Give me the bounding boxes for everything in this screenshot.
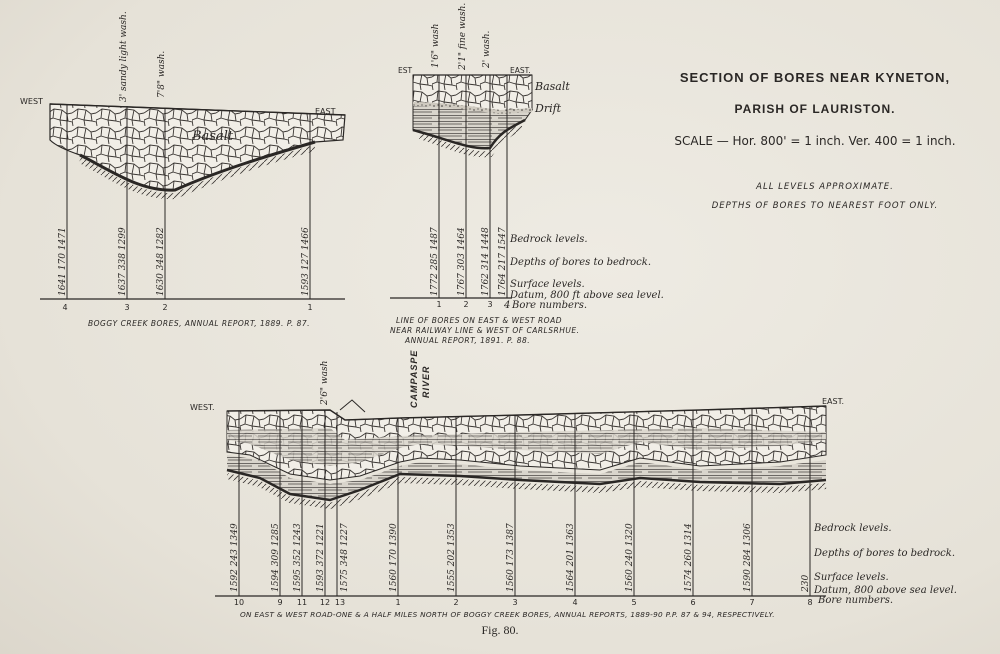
caption-b-2: NEAR RAILWAY LINE & WEST OF CARLSRHUE. — [390, 326, 580, 335]
wash-label-b1: 1'6" wash — [431, 23, 441, 68]
bore-data-c7: 1590 284 1306 — [743, 523, 753, 592]
basalt-label-a: Basalt — [192, 129, 234, 144]
bore-data-c11: 1595 352 1243 — [293, 523, 303, 592]
bore-data-c12: 1593 372 1221 — [316, 523, 326, 592]
wash-label-c: 2'6" wash — [320, 360, 330, 405]
wash-label-b3: 2' wash. — [482, 30, 492, 68]
legend-b-bedrock: Bedrock levels. — [510, 234, 588, 245]
bore-num-c6: 6 — [690, 598, 696, 607]
bore-num-c10: 10 — [233, 598, 245, 607]
bore-data-a4: 1641 170 1471 — [58, 227, 68, 296]
legend-c-depths: Depths of bores to bedrock. — [814, 548, 956, 559]
title-line-2: PARISH OF LAURISTON. — [734, 102, 896, 116]
caption-b-1: LINE OF BORES ON EAST & WEST ROAD — [396, 316, 562, 325]
bore-num-c11: 11 — [296, 598, 308, 607]
bore-data-c5: 1560 240 1320 — [625, 523, 635, 592]
bore-num-c13: 13 — [334, 598, 346, 607]
bore-data-a2: 1630 348 1282 — [156, 227, 166, 296]
section-b-carlsruhe — [390, 3, 664, 345]
bore-num-b4: 4 — [504, 300, 511, 311]
bore-data-c2: 1555 202 1353 — [447, 523, 457, 592]
title-block — [674, 70, 955, 211]
bore-data-c6: 1574 260 1314 — [684, 523, 694, 592]
wash-label-b2: 2'1" fine wash. — [458, 2, 468, 70]
note-levels: ALL LEVELS APPROXIMATE. — [756, 182, 894, 192]
bore-data-c3: 1560 173 1387 — [506, 523, 516, 592]
bore-data-b3: 1762 314 1448 — [481, 227, 491, 296]
river-label-2: RIVER — [421, 365, 431, 398]
east-label-a: EAST — [315, 107, 336, 116]
bore-num-a4: 4 — [62, 303, 68, 312]
bore-data-c8: 230 — [801, 574, 811, 592]
legend-b-surface: Surface levels. — [510, 279, 585, 290]
bore-num-b2: 2 — [463, 300, 469, 309]
bore-num-a3: 3 — [124, 303, 130, 312]
bore-num-c3: 3 — [512, 598, 518, 607]
section-c-road — [190, 350, 957, 619]
bore-numbers-c — [234, 598, 813, 607]
east-label-b: EAST. — [510, 66, 531, 75]
east-label-c: EAST. — [822, 397, 845, 406]
bore-data-b1: 1772 285 1487 — [430, 227, 440, 296]
bore-data-a3: 1637 338 1299 — [118, 227, 128, 296]
figure-label: Fig. 80. — [481, 623, 519, 637]
legend-c-datum: Datum, 800 above sea level. — [814, 585, 957, 596]
bore-data-c1: 1560 170 1390 — [389, 523, 399, 592]
legend-c-bore-numbers: Bore numbers. — [818, 595, 894, 606]
bore-num-c12: 12 — [319, 598, 331, 607]
bore-data-c9: 1594 309 1285 — [271, 523, 281, 592]
bore-num-c2: 2 — [453, 598, 459, 607]
bore-num-a2: 2 — [162, 303, 168, 312]
caption-b-3: ANNUAL REPORT, 1891. P. 88. — [405, 336, 531, 345]
west-label-b: EST — [398, 66, 413, 75]
legend-c-surface: Surface levels. — [814, 572, 889, 583]
bore-data-b2: 1767 303 1464 — [457, 227, 467, 296]
title-line-1: SECTION OF BORES NEAR KYNETON, — [679, 70, 951, 85]
west-label-a: WEST — [20, 97, 43, 106]
bore-data-a1: 1593 127 1466 — [301, 227, 311, 296]
bore-num-b1: 1 — [436, 300, 442, 309]
bore-num-c1: 1 — [395, 598, 401, 607]
river-channel-c — [340, 400, 365, 412]
bore-num-c9: 9 — [277, 598, 283, 607]
bore-num-a1: 1 — [307, 303, 313, 312]
bore-num-c7: 7 — [749, 598, 755, 607]
caption-c: ON EAST & WEST ROAD-ONE & A HALF MILES NORTH OF BOGGY CREEK BORES, ANNUAL REPORTS, 1889-90 P.P. 87 & 94, RESPECTIVELY. — [240, 610, 775, 619]
basalt-label-b: Basalt — [535, 80, 570, 93]
legend-b-depths: Depths of bores to bedrock. — [510, 257, 652, 268]
legend-b-bore-numbers: Bore numbers. — [512, 300, 588, 311]
caption-a: BOGGY CREEK BORES, ANNUAL REPORT, 1889. P. 87. — [88, 319, 311, 328]
west-label-c: WEST. — [190, 403, 215, 412]
bore-data-c10: 1592 243 1349 — [230, 523, 240, 592]
bore-num-c8: 8 — [807, 598, 813, 607]
bore-data-c4: 1564 201 1363 — [566, 523, 576, 592]
bore-num-c5: 5 — [631, 598, 637, 607]
section-a-boggy-creek — [20, 11, 345, 328]
river-label-1: CAMPASPE — [409, 349, 419, 408]
bore-num-b3: 3 — [487, 300, 493, 309]
drift-label-b: Drift — [535, 102, 562, 115]
bore-data-c13: 1575 348 1227 — [340, 523, 350, 592]
legend-b-datum: Datum, 800 ft above sea level. — [510, 290, 664, 301]
legend-c-bedrock: Bedrock levels. — [814, 523, 892, 534]
wash-label-a2: 7'8" wash. — [157, 50, 167, 98]
wash-label-a1: 3' sandy light wash. — [119, 11, 129, 102]
bore-data-b4: 1764 217 1547 — [498, 227, 508, 296]
scale-text: SCALE — Hor. 800' = 1 inch. Ver. 400 = 1 inch. — [674, 134, 956, 148]
note-depths: DEPTHS OF BORES TO NEAREST FOOT ONLY. — [711, 201, 939, 211]
bore-num-c4: 4 — [572, 598, 578, 607]
